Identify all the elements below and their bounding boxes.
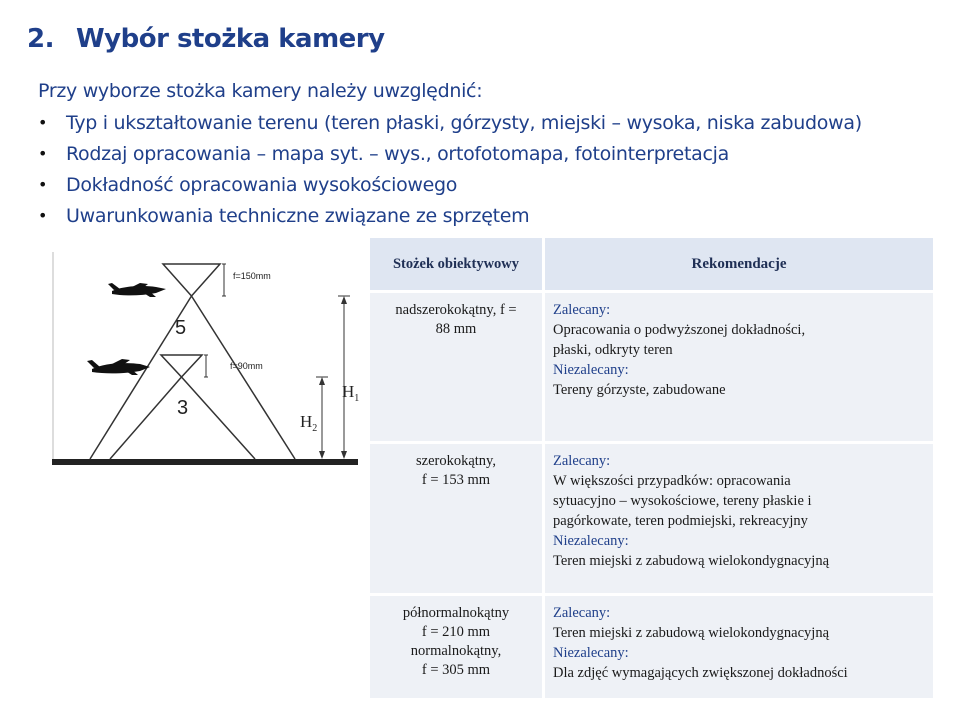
recommended-label: Zalecany: [553,302,611,318]
airplane-lower-icon [87,359,150,375]
upper-cone-top [163,264,220,296]
recommendation-cell: Zalecany: Teren miejski z zabudową wielokondygnacyjną Niezalecany: Dla zdjęć wymagających zwiększonej dokładności [545,596,933,698]
table-row [370,444,933,593]
table-row [370,293,933,441]
recommendations-table [367,235,936,701]
lens-cell: półnormalnokątny f = 210 mm normalnokątny, f = 305 mm [370,596,542,698]
bullet-dot-icon: • [38,175,48,194]
bullet-dot-icon: • [38,206,48,225]
camera-cone-diagram [50,238,370,470]
intro-text: Przy wyborze stożka kamery należy uwzględnić: [38,80,483,102]
lens-cell: nadszerokokątny, f = 88 mm [370,293,542,441]
lower-cone-left-ray [110,377,182,459]
lower-cone-right-ray [182,377,256,459]
focal-label-upper: f=150mm [233,271,271,281]
table-row [370,596,933,698]
header-recommendations: Rekomendacje [545,238,933,290]
bullet-dot-icon: • [38,144,48,163]
recommended-label: Zalecany: [553,605,611,621]
header-lens: Stożek obiektywowy [370,238,542,290]
lower-cone-top [161,355,202,377]
bullet-item: • Rodzaj opracowania – mapa syt. – wys., ortofotomapa, fotointerpretacja [38,143,729,165]
h1-label: $H_1$ [342,382,360,404]
slide-title-text: Wybór stożka kamery [75,24,385,54]
slide-number: 2. [27,24,54,54]
recommendation-cell: Zalecany: Opracowania o podwyższonej dokładności, płaski, odkryty teren Niezalecany: Tereny górzyste, zabudowane [545,293,933,441]
bullet-dot-icon: • [38,113,48,132]
slide-title [27,24,385,54]
lens-cell: szerokokątny, f = 153 mm [370,444,542,593]
cone-number-lower: 3 [177,397,189,419]
bullet-list [38,112,862,236]
focal-label-lower: f=90mm [230,361,263,371]
h2-label: $H_2$ [300,412,318,434]
bullet-item: • Uwarunkowania techniczne związane ze sprzętem [38,205,530,227]
table-header-row [370,238,933,290]
recommended-label: Zalecany: [553,453,611,469]
airplane-upper-icon [108,283,166,297]
cone-number-upper: 5 [175,317,187,339]
bullet-item: • Dokładność opracowania wysokościowego [38,174,458,196]
not-recommended-label: Niezalecany: [553,362,629,378]
ground-line [52,459,358,465]
bullet-item: • Typ i ukształtowanie terenu (teren płaski, górzysty, miejski – wysoka, niska zabudowa) [38,112,862,134]
not-recommended-label: Niezalecany: [553,645,629,661]
not-recommended-label: Niezalecany: [553,533,629,549]
recommendation-cell: Zalecany: W większości przypadków: opracowania sytuacyjno – wysokościowe, tereny płaskie i pagórkowate, teren podmiejski, rekreacyjny Niezalecany: Teren miejski z zabudową wielokondygnacyjną [545,444,933,593]
